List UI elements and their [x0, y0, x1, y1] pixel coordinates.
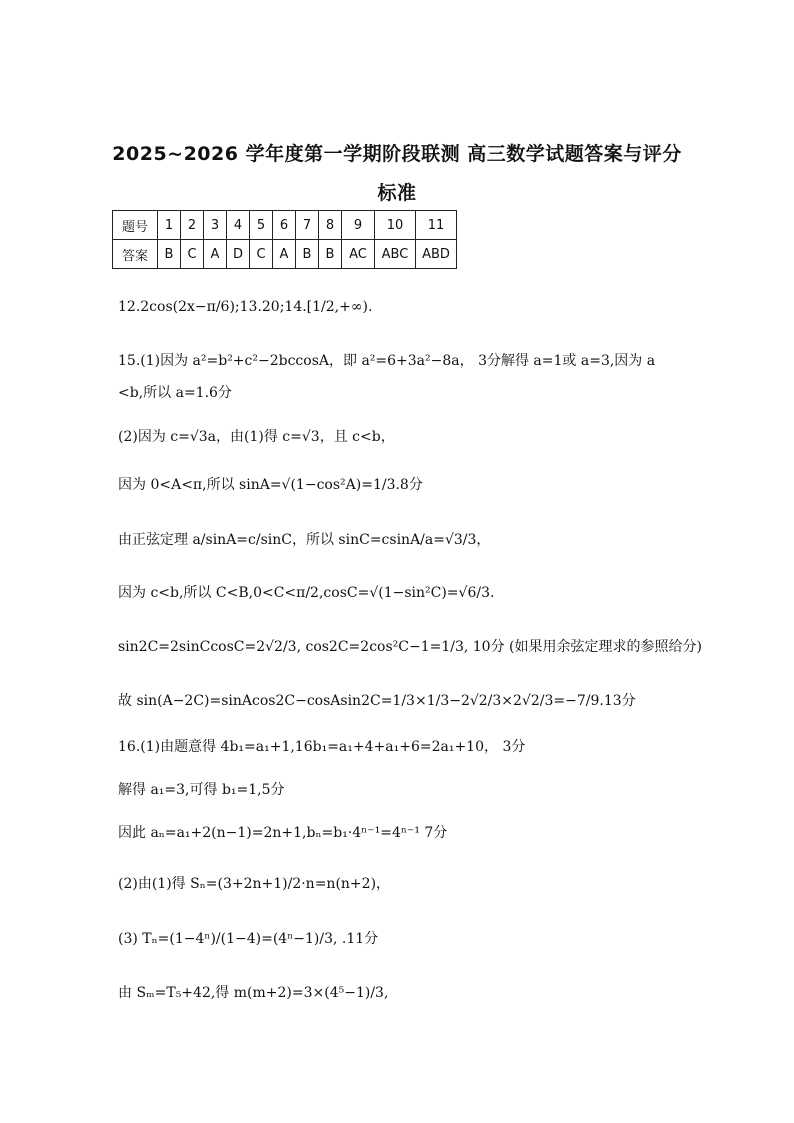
answer-line-q16: (3) Tₙ=(1−4ⁿ)/(1−4)=(4ⁿ−1)/3, .11分 [118, 931, 379, 947]
table-cell: 5 [250, 211, 273, 240]
table-cell: A [204, 240, 227, 269]
table-cell: 2 [181, 211, 204, 240]
answer-line-q16: 由 Sₘ=T₅+42,得 m(m+2)=3×(4⁵−1)/3, [118, 985, 389, 1001]
answer-line-q15: 因为 c<b,所以 C<B,0<C<π/2,cosC=√(1−sin²C)=√6/3. [118, 585, 495, 601]
table-cell: D [227, 240, 250, 269]
table-cell: 1 [158, 211, 181, 240]
document-title: 2025~2026 学年度第一学期阶段联测 高三数学试题答案与评分 [112, 143, 682, 165]
table-cell: 4 [227, 211, 250, 240]
answer-line-q16: 解得 a₁=3,可得 b₁=1,5分 [118, 782, 285, 798]
answer-table [112, 210, 457, 269]
answer-line-q15: 因为 0<A<π,所以 sinA=√(1−cos²A)=1/3.8分 [118, 477, 423, 493]
table-header-label: 题号 [113, 211, 158, 240]
table-cell: 10 [375, 211, 416, 240]
table-cell: AC [342, 240, 375, 269]
table-cell: 7 [296, 211, 319, 240]
answer-line-q15: 15.(1)因为 a²=b²+c²−2bccosA，即 a²=6+3a²−8a， 3分解得 a=1或 a=3,因为 a [118, 353, 656, 369]
table-cell: C [250, 240, 273, 269]
table-cell: 11 [416, 211, 457, 240]
document-title-continued: 标准 [377, 182, 417, 204]
table-cell: 9 [342, 211, 375, 240]
answer-table-answer-row [113, 240, 457, 269]
answer-line-q16: (2)由(1)得 Sₙ=(3+2n+1)/2·n=n(n+2)， [118, 876, 391, 892]
table-cell: ABD [416, 240, 457, 269]
table-cell: B [296, 240, 319, 269]
answer-line-q15: <b,所以 a=1.6分 [118, 385, 232, 401]
table-cell: C [181, 240, 204, 269]
table-cell: 3 [204, 211, 227, 240]
answer-line-q15: 由正弦定理 a/sinA=c/sinC，所以 sinC=csinA/a=√3/3， [118, 532, 491, 548]
table-cell: 6 [273, 211, 296, 240]
answer-line-q12: 12.2cos(2x−π/6);13.20;14.[1/2,+∞). [118, 299, 373, 315]
answer-line-q15: (2)因为 c=√3a，由(1)得 c=√3，且 c<b， [118, 429, 395, 445]
table-cell: B [158, 240, 181, 269]
answer-line-q15: 故 sin(A−2C)=sinAcos2C−cosAsin2C=1/3×1/3−2√2/3×2√2/3=−7/9.13分 [118, 693, 636, 709]
table-cell: 8 [319, 211, 342, 240]
table-cell: ABC [375, 240, 416, 269]
answer-table-header-row [113, 211, 457, 240]
answer-line-q16: 16.(1)由题意得 4b₁=a₁+1,16b₁=a₁+4+a₁+6=2a₁+10， 3分 [118, 739, 526, 755]
answer-line-q16: 因此 aₙ=a₁+2(n−1)=2n+1,bₙ=b₁·4ⁿ⁻¹=4ⁿ⁻¹ 7分 [118, 825, 448, 841]
table-cell: B [319, 240, 342, 269]
answer-line-q15: sin2C=2sinCcosC=2√2/3, cos2C=2cos²C−1=1/3, 10分 (如果用余弦定理求的参照给分) [118, 639, 702, 655]
table-answer-label: 答案 [113, 240, 158, 269]
table-cell: A [273, 240, 296, 269]
